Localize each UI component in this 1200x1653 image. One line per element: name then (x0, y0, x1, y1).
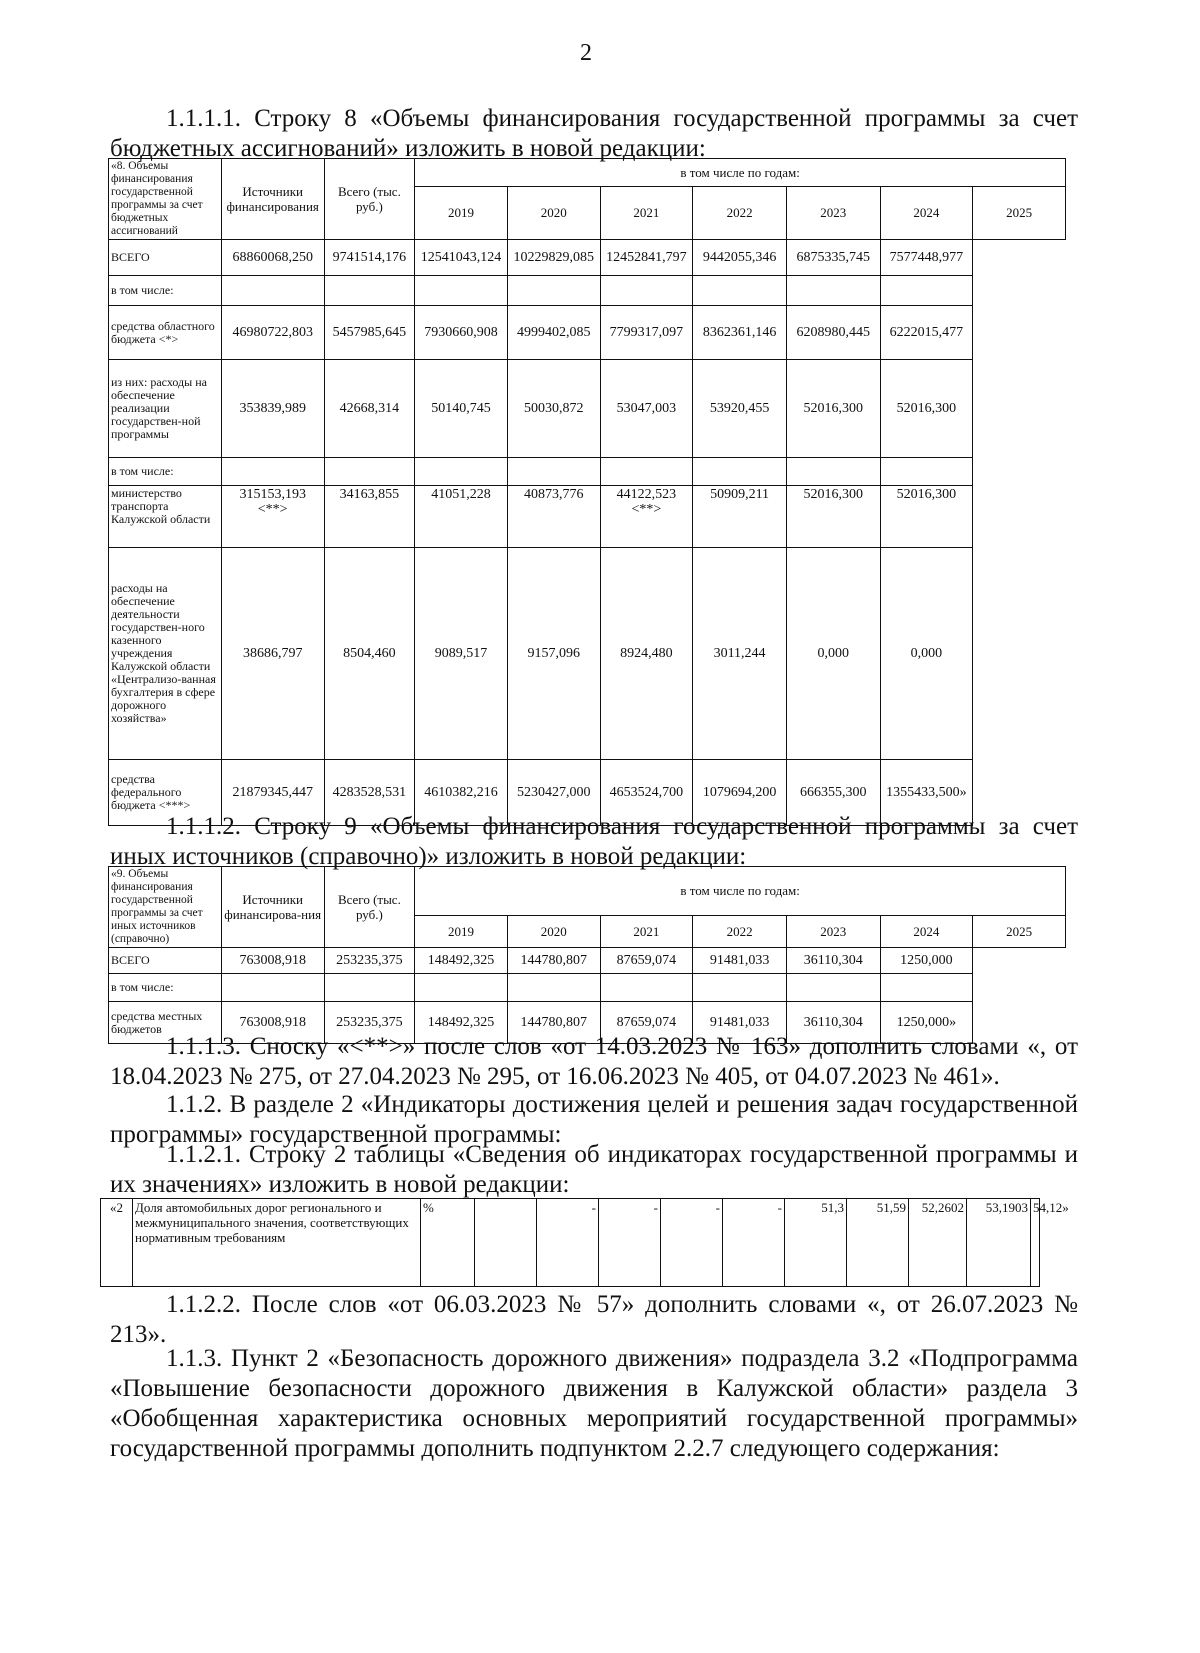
header-year: 2024 (880, 915, 973, 947)
indicator-value: 54,12» (1031, 1199, 1040, 1287)
header-year: 2020 (507, 186, 600, 239)
header-year: 2019 (415, 915, 508, 947)
value-cell: 353839,989 (221, 360, 324, 458)
source-cell: расходы на обеспечение деятельности государствен-ного казенного учреждения Калужской области «Централизо-ванная бухгалтерия в сфере дорожного хозяйства» (109, 548, 222, 760)
source-cell: в том числе: (109, 458, 222, 486)
value-cell (324, 276, 415, 306)
value-cell: 253235,375 (324, 1002, 415, 1044)
value-cell (600, 458, 693, 486)
indicator-value: - (599, 1199, 661, 1287)
indicator-value (475, 1199, 537, 1287)
value-cell: 6222015,477 (880, 306, 973, 360)
header-total: Всего (тыс. руб.) (324, 867, 415, 948)
page-number: 2 (580, 40, 592, 66)
source-cell: ВСЕГО (109, 240, 222, 276)
header-year: 2023 (786, 915, 880, 947)
value-cell: 1250,000» (880, 1002, 973, 1044)
header-year: 2022 (693, 915, 787, 947)
header-year: 2021 (600, 915, 693, 947)
indicator-value: - (537, 1199, 599, 1287)
value-cell: 148492,325 (415, 948, 508, 974)
value-cell: 40873,776 (507, 486, 600, 548)
header-source: Источники финансирова-ния (221, 867, 324, 948)
value-cell (415, 276, 508, 306)
value-cell: 4999402,085 (507, 306, 600, 360)
value-cell: 144780,807 (507, 1002, 600, 1044)
value-cell (786, 974, 880, 1002)
header-year: 2025 (973, 915, 1066, 947)
header-year: 2022 (693, 186, 787, 239)
indicator-value: 53,1903 (967, 1199, 1031, 1287)
indicator-table (100, 1198, 1069, 1287)
value-cell: 91481,033 (693, 1002, 787, 1044)
value-cell: 144780,807 (507, 948, 600, 974)
header-year: 2024 (880, 186, 973, 239)
indicator-value: - (661, 1199, 723, 1287)
value-cell: 4610382,216 (415, 760, 508, 826)
value-cell (221, 974, 324, 1002)
value-cell: 9442055,346 (693, 240, 787, 276)
value-cell: 9089,517 (415, 548, 508, 760)
value-cell: 1355433,500» (880, 760, 973, 826)
value-cell (221, 276, 324, 306)
value-cell: 1079694,200 (693, 760, 787, 826)
indicator-unit: % (421, 1199, 475, 1287)
financing-table-other (108, 866, 1066, 1044)
value-cell: 53047,003 (600, 360, 693, 458)
value-cell: 1250,000 (880, 948, 973, 974)
value-cell (786, 458, 880, 486)
value-cell: 0,000 (880, 548, 973, 760)
value-cell: 50909,211 (693, 486, 787, 548)
value-cell (324, 458, 415, 486)
value-cell: 8924,480 (600, 548, 693, 760)
value-cell: 0,000 (786, 548, 880, 760)
value-cell: 44122,523 <**> (600, 486, 693, 548)
header-year: 2021 (600, 186, 693, 239)
value-cell: 52016,300 (880, 360, 973, 458)
value-cell (693, 458, 787, 486)
value-cell: 148492,325 (415, 1002, 508, 1044)
value-cell: 87659,074 (600, 1002, 693, 1044)
value-cell: 52016,300 (786, 360, 880, 458)
row-label: «8. Объемы финансирования государственной программы за счет бюджетных ассигнований (109, 159, 222, 240)
source-cell: министерство транспорта Калужской области (109, 486, 222, 548)
value-cell (600, 276, 693, 306)
indicator-value: 52,2602 (909, 1199, 967, 1287)
value-cell: 9157,096 (507, 548, 600, 760)
indicator-name: Доля автомобильных дорог регионального и межмуниципального значения, соответствующих нормативным требованиям (133, 1199, 421, 1287)
value-cell: 315153,193 <**> (221, 486, 324, 548)
value-cell: 10229829,085 (507, 240, 600, 276)
value-cell: 253235,375 (324, 948, 415, 974)
value-cell: 6875335,745 (786, 240, 880, 276)
value-cell (324, 974, 415, 1002)
value-cell: 36110,304 (786, 948, 880, 974)
source-cell: средства местных бюджетов (109, 1002, 222, 1044)
paragraph-1-1-2: 1.1.2. В разделе 2 «Индикаторы достижения целей и решения задач государственной программы» государственной программы: (110, 1091, 1078, 1148)
value-cell: 12541043,124 (415, 240, 508, 276)
value-cell: 68860068,250 (221, 240, 324, 276)
value-cell: 7577448,977 (880, 240, 973, 276)
value-cell: 3011,244 (693, 548, 787, 760)
indicator-value: - (723, 1199, 785, 1287)
indicator-value: 51,3 (785, 1199, 847, 1287)
source-cell: средства областного бюджета <*> (109, 306, 222, 360)
header-years-group: в том числе по годам: (415, 159, 1066, 187)
value-cell: 42668,314 (324, 360, 415, 458)
value-cell (507, 458, 600, 486)
value-cell (415, 458, 508, 486)
value-cell (415, 974, 508, 1002)
source-cell: из них: расходы на обеспечение реализации государствен-ной программы (109, 360, 222, 458)
header-total: Всего (тыс. руб.) (324, 159, 415, 240)
value-cell (693, 276, 787, 306)
value-cell: 87659,074 (600, 948, 693, 974)
value-cell: 34163,855 (324, 486, 415, 548)
value-cell (880, 276, 973, 306)
value-cell (880, 458, 973, 486)
value-cell: 4653524,700 (600, 760, 693, 826)
header-year: 2020 (507, 915, 600, 947)
value-cell: 9741514,176 (324, 240, 415, 276)
header-year: 2019 (415, 186, 508, 239)
header-year: 2023 (786, 186, 880, 239)
paragraph-1-1-3: 1.1.3. Пункт 2 «Безопасность дорожного движения» подраздела 3.2 «Подпрограмма «Повышение безопасности дорожного движения в Калужской области» раздела 3 «Обобщенная характеристика основных мероприятий государственной программы» государственной программы дополнить подпунктом 2.2.7 следующего содержания: (110, 1345, 1078, 1462)
value-cell: 52016,300 (786, 486, 880, 548)
value-cell: 36110,304 (786, 1002, 880, 1044)
value-cell: 763008,918 (221, 1002, 324, 1044)
value-cell: 12452841,797 (600, 240, 693, 276)
indicator-number: «2 (101, 1199, 133, 1287)
value-cell: 666355,300 (786, 760, 880, 826)
paragraph-1-1-1-1: 1.1.1.1. Строку 8 «Объемы финансирования государственной программы за счет бюджетных ассигнований» изложить в новой редакции: (110, 105, 1078, 162)
value-cell: 8504,460 (324, 548, 415, 760)
value-cell (507, 276, 600, 306)
value-cell (693, 974, 787, 1002)
header-year: 2025 (973, 186, 1066, 239)
value-cell: 41051,228 (415, 486, 508, 548)
value-cell (507, 974, 600, 1002)
value-cell (880, 974, 973, 1002)
value-cell: 7799317,097 (600, 306, 693, 360)
value-cell: 21879345,447 (221, 760, 324, 826)
value-cell (600, 974, 693, 1002)
value-cell: 46980722,803 (221, 306, 324, 360)
value-cell: 91481,033 (693, 948, 787, 974)
value-cell: 6208980,445 (786, 306, 880, 360)
value-cell: 5230427,000 (507, 760, 600, 826)
source-cell: ВСЕГО (109, 948, 222, 974)
value-cell: 52016,300 (880, 486, 973, 548)
value-cell: 53920,455 (693, 360, 787, 458)
value-cell: 38686,797 (221, 548, 324, 760)
row-label: «9. Объемы финансирования государственной программы за счет иных источников (справочно) (109, 867, 222, 948)
source-cell: в том числе: (109, 974, 222, 1002)
value-cell: 4283528,531 (324, 760, 415, 826)
header-years-group: в том числе по годам: (415, 867, 1066, 916)
paragraph-1-1-1-2: 1.1.1.2. Строку 9 «Объемы финансирования государственной программы за счет иных источников (справочно)» изложить в новой редакции: (110, 813, 1078, 870)
value-cell: 7930660,908 (415, 306, 508, 360)
source-cell: средства федерального бюджета <***> (109, 760, 222, 826)
value-cell (221, 458, 324, 486)
value-cell (786, 276, 880, 306)
paragraph-1-1-1-3: 1.1.1.3. Сноску «<**>» после слов «от 14.03.2023 № 163» дополнить словами «, от 18.04.2023 № 275, от 27.04.2023 № 295, от 16.06.2023 № 405, от 04.07.2023 № 461». (110, 1033, 1078, 1090)
paragraph-1-1-2-1: 1.1.2.1. Строку 2 таблицы «Сведения об индикаторах государственной программы и их значениях» изложить в новой редакции: (110, 1141, 1078, 1198)
value-cell: 5457985,645 (324, 306, 415, 360)
source-cell: в том числе: (109, 276, 222, 306)
value-cell: 50030,872 (507, 360, 600, 458)
value-cell: 8362361,146 (693, 306, 787, 360)
header-source: Источники финансирования (221, 159, 324, 240)
indicator-value: 51,59 (847, 1199, 909, 1287)
value-cell: 50140,745 (415, 360, 508, 458)
financing-table-budget (108, 158, 1066, 826)
value-cell: 763008,918 (221, 948, 324, 974)
paragraph-1-1-2-2: 1.1.2.2. После слов «от 06.03.2023 № 57» дополнить словами «, от 26.07.2023 № 213». (110, 1291, 1078, 1348)
